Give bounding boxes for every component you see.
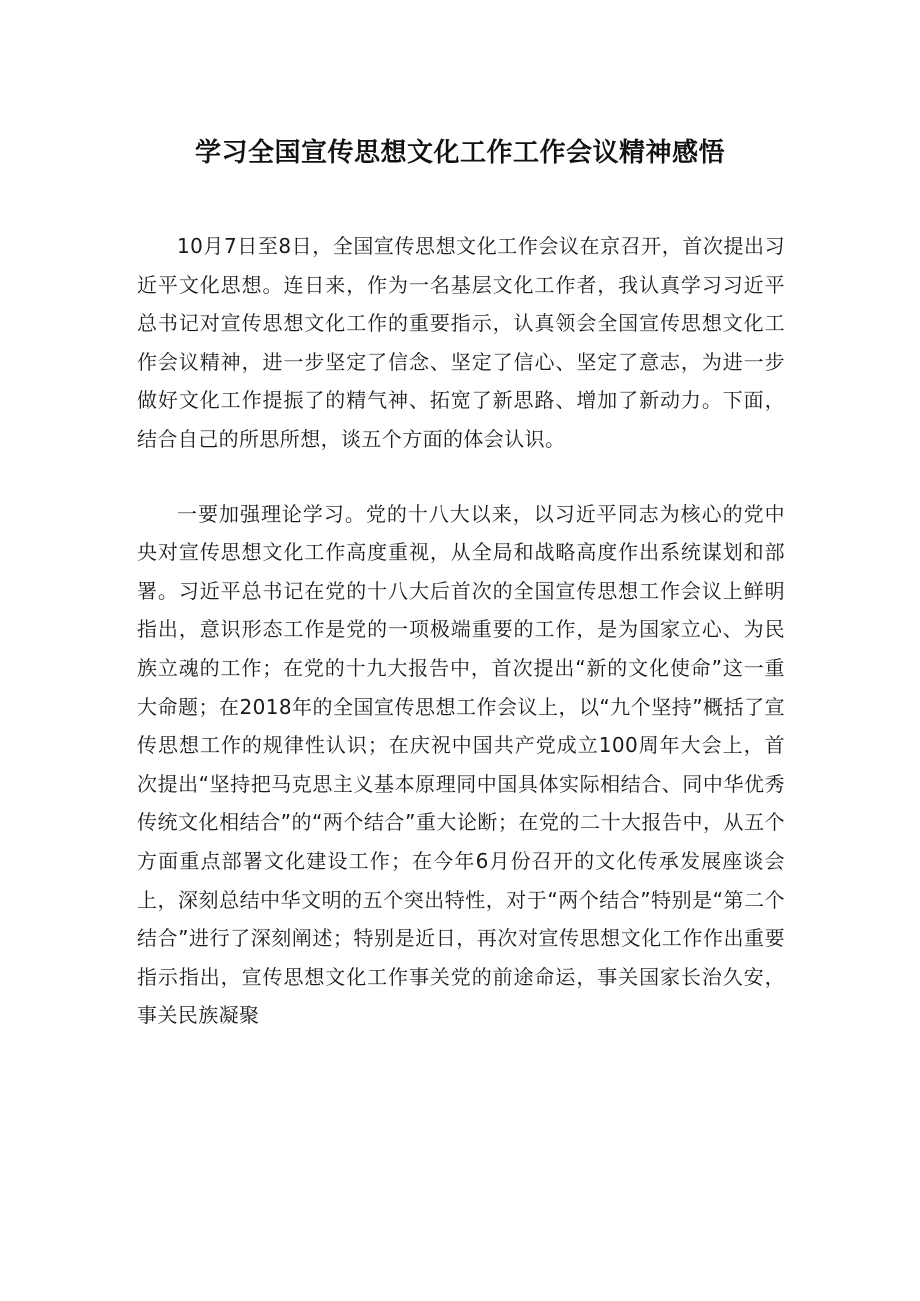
document-body (137, 227, 785, 1035)
paragraph-intro: 10月7日至8日，全国宣传思想文化工作会议在京召开，首次提出习近平文化思想。连日来，作为一名基层文化工作者，我认真学习习近平总书记对宣传思想文化工作的重要指示，认真领会全国宣传思想文化工作会议精神，进一步坚定了信念、坚定了信心、坚定了意志，为进一步做好文化工作提振了的精气神、拓宽了新思路、增加了新动力。下面，结合自己的所思所想，谈五个方面的体会认识。 (137, 234, 785, 451)
document-title: 学习全国宣传思想文化工作工作会议精神感悟 (194, 138, 725, 169)
paragraph-theory-study: 一要加强理论学习。党的十八大以来，以习近平同志为核心的党中央对宣传思想文化工作高度重视，从全局和战略高度作出系统谋划和部署。习近平总书记在党的十八大后首次的全国宣传思想工作会议上鲜明指出，意识形态工作是党的一项极端重要的工作，是为国家立心、为民族立魂的工作；在党的十九大报告中，首次提出“新的文化使命”这一重大命题；在2018年的全国宣传思想工作会议上，以“九个坚持”概括了宣传思想工作的规律性认识；在庆祝中国共产党成立100周年大会上，首次提出“坚持把马克思主义基本原理同中国具体实际相结合、同中华优秀传统文化相结合”的“两个结合”重大论断；在党的二十大报告中，从五个方面重点部署文化建设工作；在今年6月份召开的文化传承发展座谈会上，深刻总结中华文明的五个突出特性，对于“两个结合”特别是“第二个结合”进行了深刻阐述；特别是近日，再次对宣传思想文化工作作出重要指示指出，宣传思想文化工作事关党的前途命运，事关国家长治久安，事关民族凝聚 (137, 501, 785, 1028)
